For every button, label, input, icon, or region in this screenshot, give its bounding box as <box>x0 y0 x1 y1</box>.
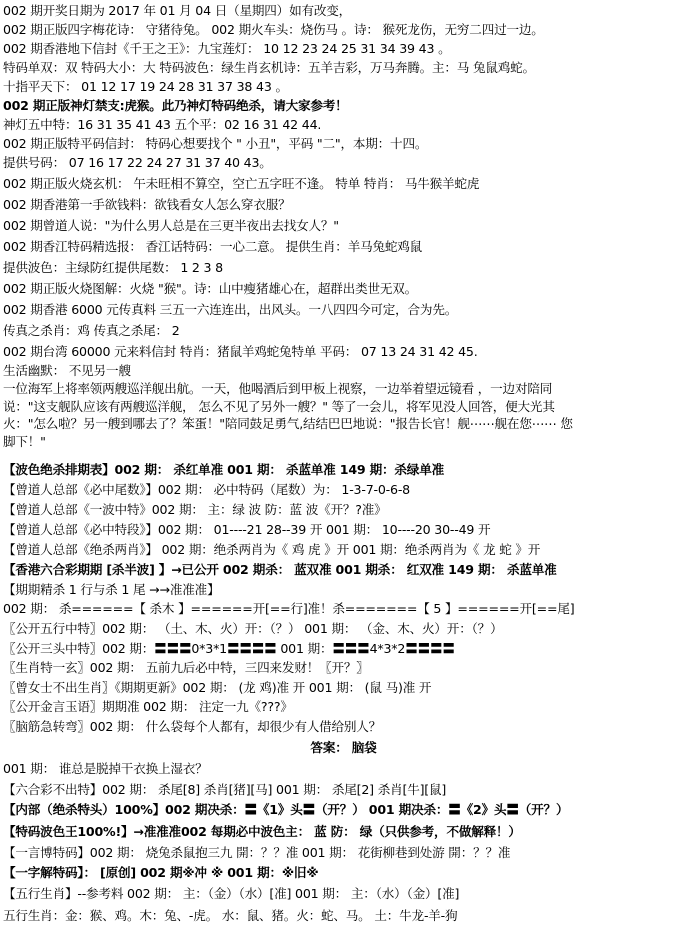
text-line: 【特码波色王100%!】→准准准002 每期必中波色主： 蓝 防： 绿（只供参考，不做解释！） <box>3 824 521 839</box>
text-line: 【内部（绝杀特头）100%】002 期决杀：〓《1》头〓（开？） 001 期决杀：〓《2》头〓（开？） <box>3 802 569 817</box>
text-line: 十指平天下： 01 12 17 19 24 28 31 37 38 43 。 <box>3 79 288 94</box>
text-line: 〖脑筋急转弯〗002 期： 什么袋每个人都有，却很少有人借给别人？ <box>3 719 382 734</box>
text-line: 提供波色：主绿防红提供尾数： 1 2 3 8 <box>3 260 223 275</box>
text-line: 【曾道人总部《必中尾数》】002 期： 必中特码（尾数）为： 1-3-7-0-6-8 <box>3 482 410 497</box>
story-line: 火："怎么啦？另一艘到哪去了？笨蛋！"陪同鼓足勇气,结结巴巴地说："报告长官！舰⋯⋯舰在您⋯⋯ 您 <box>3 416 573 431</box>
text-line: 〖公开金言玉语〗期期准 002 期： 注定一九《???》 <box>3 699 293 714</box>
text-line: 【香港六合彩期期 [杀半波] 】→已公开 002 期杀： 蓝双准 001 期杀： 红双准 149 期： 杀蓝单准 <box>3 562 557 577</box>
text-line: 002 期香港第一手欲钱料：欲钱看女人怎么穿衣服？ <box>3 197 291 212</box>
text-line: 【曾道人总部《必中特段》】002 期： 01----21 28--39 开 001 期： 10----20 30--49 开 <box>3 522 491 537</box>
text-line: 【一言博特码】002 期： 烧兔杀鼠抱三九 開：？？准 001 期： 花街柳巷到处游 開：？？准 <box>3 845 511 860</box>
text-line: 002 期开奖日期为 2017 年 01 月 04 日（星期四）如有改变， <box>3 3 352 18</box>
story-line: 说："这支舰队应该有两艘巡洋舰， 怎么不见了另外一艘？" 等了一会儿，将军见没人回答，便大光其 <box>3 398 555 414</box>
text-line: 002 期正版特平码信封： 特码心想要找个 " 小丑"，平码 "二"，本期：十四。 <box>3 136 428 151</box>
text-line: 【曾道人总部《一波中特》002 期： 主：绿 波 防：蓝 波《开？?准》 <box>3 502 387 517</box>
text-line: 【五行生肖】--参考料 002 期： 主：（金）（水）[准] 001 期： 主：（水）（金）[准] <box>3 886 460 901</box>
text-line: 神灯五中特：16 31 35 41 43 五个平：02 16 31 42 44. <box>3 117 322 132</box>
text-line: 五行生肖：金：猴、鸡。木：兔、-虎。 水：鼠、猪。火：蛇、马。 土：牛龙-羊-狗 <box>3 908 458 923</box>
text-line: 〖公开三头中特〗002 期：〓〓〓0*3*1〓〓〓〓 001 期：〓〓〓4*3*2〓〓〓〓 <box>3 641 455 656</box>
text-line: 【六合彩不出特】002 期： 杀尾[8] 杀肖[猪][马] 001 期： 杀尾[2] 杀肖[牛][鼠] <box>3 782 447 797</box>
riddle-answer: 答案： 脑袋 <box>310 740 377 755</box>
text-line: 【曾道人总部《绝杀两肖》】 002 期：绝杀两肖为《 鸡 虎 》开 001 期：绝杀两肖为《 龙 蛇 》开 <box>3 542 541 557</box>
text-line: 002 期： 杀======【 杀木 】======开[==行]准！杀=======【 5 】======开[==尾] <box>3 601 575 616</box>
text-line: 002 期正版火烧玄机： 午未旺相不算空，空亡五字旺不逢。 特单 特肖： 马牛猴羊蛇虎 <box>3 176 480 191</box>
humor-story <box>3 380 684 450</box>
text-line: 002 期正版神灯禁支:虎猴。此乃神灯特码绝杀，请大家参考！ <box>3 98 348 113</box>
text-line: 〖生肖特一玄〗002 期： 五前九后必中特，三四来发财！〖开？〗 <box>3 660 369 675</box>
story-line: 一位海军上将率领两艘巡洋舰出航。一天，他喝酒后到甲板上视察，一边举着望远镜看 ，一边对陪同 <box>3 381 553 396</box>
text-line: 002 期香港地下信封《千王之王》：九宝莲灯： 10 12 23 24 25 31 34 39 43 。 <box>3 41 451 56</box>
text-line: 002 期正版火烧图解：火烧 "猴"。诗：山中瘦猪雄心在，超群出类世无双。 <box>3 281 418 296</box>
text-line: 传真之杀肖：鸡 传真之杀尾： 2 <box>3 323 180 338</box>
text-line: 【期期精杀 1 行与杀 1 尾 →→准准准】 <box>3 582 220 597</box>
text-line: 002 期曾道人说："为什么男人总是在三更半夜出去找女人？" <box>3 218 339 233</box>
text-line: 生活幽默： 不见另一艘 <box>3 363 131 378</box>
text-line: 001 期： 谁总是脱掉干衣换上湿衣？ <box>3 761 208 776</box>
text-line: 002 期台湾 60000 元来料信封 特肖：猪鼠羊鸡蛇兔特单 平码： 07 13 24 31 42 45. <box>3 344 478 359</box>
text-line: 002 期正版四字梅花诗： 守猪待兔。 002 期火车头：烧伤马 。诗： 猴死龙伤，无穷二四过一边。 <box>3 22 544 37</box>
text-line: 提供号码： 07 16 17 22 24 27 31 37 40 43。 <box>3 155 272 170</box>
text-line: 〖公开五行中特〗002 期： （土、木、火）开：（？） 001 期： （金、木、火）开：（？） <box>3 621 503 636</box>
story-line: 脚下！" <box>3 433 46 449</box>
text-line: 【一字解特码】： [原创] 002 期※冲 ※ 001 期：※旧※ <box>3 865 319 880</box>
text-line: 002 期香江特码精选报： 香江话特码：一心二意。 提供生肖：羊马兔蛇鸡鼠 <box>3 239 423 254</box>
text-line: 特码单双：双 特码大小：大 特码波色：绿生肖玄机诗：五羊吉彩，万马奔腾。主：马 兔鼠鸡蛇。 <box>3 60 535 75</box>
text-line: 〖曾女士不出生肖〗《期期更新》002 期： (龙 鸡)准 开 001 期： (鼠 马)准 开 <box>3 680 432 695</box>
text-line: 002 期香港 6000 元传真料 三五一六连连出，出风头。一八四四今可定，合为先。 <box>3 302 458 317</box>
text-line: 【波色绝杀排期表】002 期： 杀红单准 001 期： 杀蓝单准 149 期：杀绿单准 <box>3 462 444 477</box>
